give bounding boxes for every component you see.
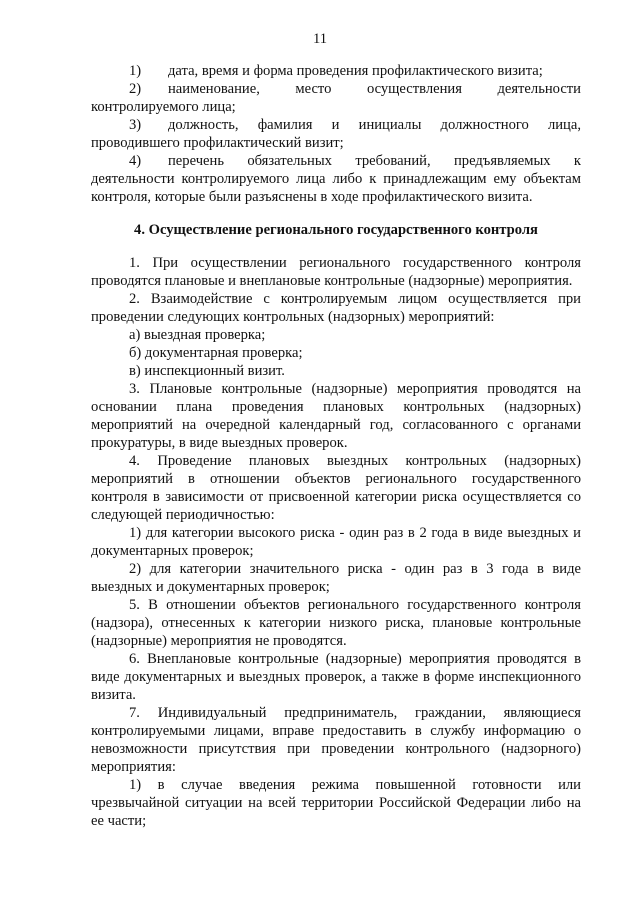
paragraph: а) выездная проверка; — [129, 327, 266, 343]
section-title: 4. Осуществление регионального государственного контроля — [134, 222, 538, 238]
list-item-continuation: деятельности контролируемого лица либо к принадлежащим ему объектам контроля, которые были разъяснены в ходе профилактического визита. — [91, 171, 581, 205]
paragraph: 2) для категории значительного риска - один раз в 3 года в виде выездных и документарных проверок; — [91, 561, 581, 595]
list-item-number: 2) — [129, 81, 142, 97]
list-item — [91, 80, 581, 116]
paragraph: 7. Индивидуальный предприниматель, граждании, являющиеся контролируемыми лицами, вправе предоставить в службу информацию о невозможности присутствия при проведении контрольного (надзорного) мероприятия: — [91, 705, 581, 775]
paragraph: 5. В отношении объектов регионального государственного контроля (надзора), отнесенных к категории низкого риска, плановые контрольные (надзорные) мероприятия не проводятся. — [91, 597, 581, 649]
list-item-continuation: контролируемого лица; — [91, 99, 236, 115]
list-item-number: 1) — [129, 63, 142, 79]
paragraph: 1) для категории высокого риска - один раз в 2 года в виде выездных и документарных проверок; — [91, 525, 581, 559]
list-item-number: 3) — [129, 117, 142, 133]
paragraph: 4. Проведение плановых выездных контрольных (надзорных) мероприятий в отношении объектов регионального государственного контроля в зависимости от присвоенной категории риска осуществляется со следующей периодичностью: — [91, 453, 581, 523]
list-item — [91, 152, 581, 206]
paragraph: 2. Взаимодействие с контролируемым лицом осуществляется при проведении следующих контрольных (надзорных) мероприятий: — [91, 291, 581, 325]
list-item-continuation: проводившего профилактический визит; — [91, 135, 344, 151]
paragraph: 1) в случае введения режима повышенной готовности или чрезвычайной ситуации на всей территории Российской Федерации либо на ее части; — [91, 777, 581, 829]
list-item-number: 4) — [129, 153, 142, 169]
list-item — [91, 116, 581, 152]
paragraph: 6. Внеплановые контрольные (надзорные) мероприятия проводятся в виде документарных и выездных проверок, а также в форме инспекционного визита. — [91, 651, 581, 703]
paragraph: в) инспекционный визит. — [129, 363, 285, 379]
page-number: 11 — [312, 31, 328, 47]
list-item-text: перечень обязательных требований, предъявляемых к — [168, 153, 581, 169]
list-item-text: должность, фамилия и инициалы должностного лица, — [168, 117, 581, 133]
paragraph: 3. Плановые контрольные (надзорные) мероприятия проводятся на основании плана проведения плановых контрольных (надзорных) мероприятий на очередной календарный год, согласованного с органами прокуратуры, в виде выездных проверок. — [91, 381, 581, 451]
list-item — [91, 62, 581, 80]
document-body — [91, 62, 581, 830]
paragraph: б) документарная проверка; — [129, 345, 303, 361]
paragraph: 1. При осуществлении регионального государственного контроля проводятся плановые и внеплановые контрольные (надзорные) мероприятия. — [91, 255, 581, 289]
list-item-text: наименование, место осуществления деятельности — [168, 81, 581, 97]
list-item-text: дата, время и форма проведения профилактического визита; — [168, 63, 543, 79]
